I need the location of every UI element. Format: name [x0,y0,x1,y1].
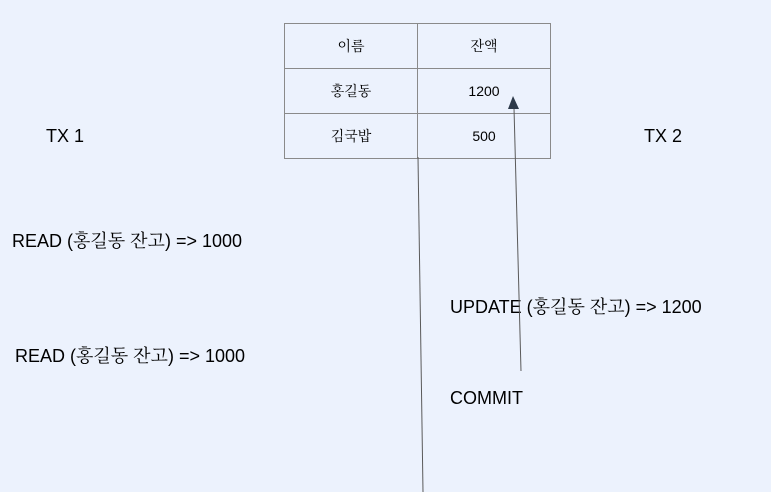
tx2-title: TX 2 [644,126,683,146]
cell-name: 김국밥 [285,114,418,159]
tx2-step-commit: COMMIT [450,388,523,408]
header-balance: 잔액 [418,24,551,69]
commit-arrow-line [514,108,521,371]
commit-arrow-head [508,96,519,109]
timeline-line [418,157,423,492]
tx1-step-read-2: READ (홍길동 잔고) => 1000 [15,346,246,366]
cell-balance: 1200 [418,69,551,114]
tx1-title: TX 1 [46,126,85,146]
tx2-step-update: UPDATE (홍길동 잔고) => 1200 [450,297,702,317]
header-name: 이름 [285,24,418,69]
cell-balance: 500 [418,114,551,159]
cell-name: 홍길동 [285,69,418,114]
tx1-step-read-1: READ (홍길동 잔고) => 1000 [12,231,243,251]
